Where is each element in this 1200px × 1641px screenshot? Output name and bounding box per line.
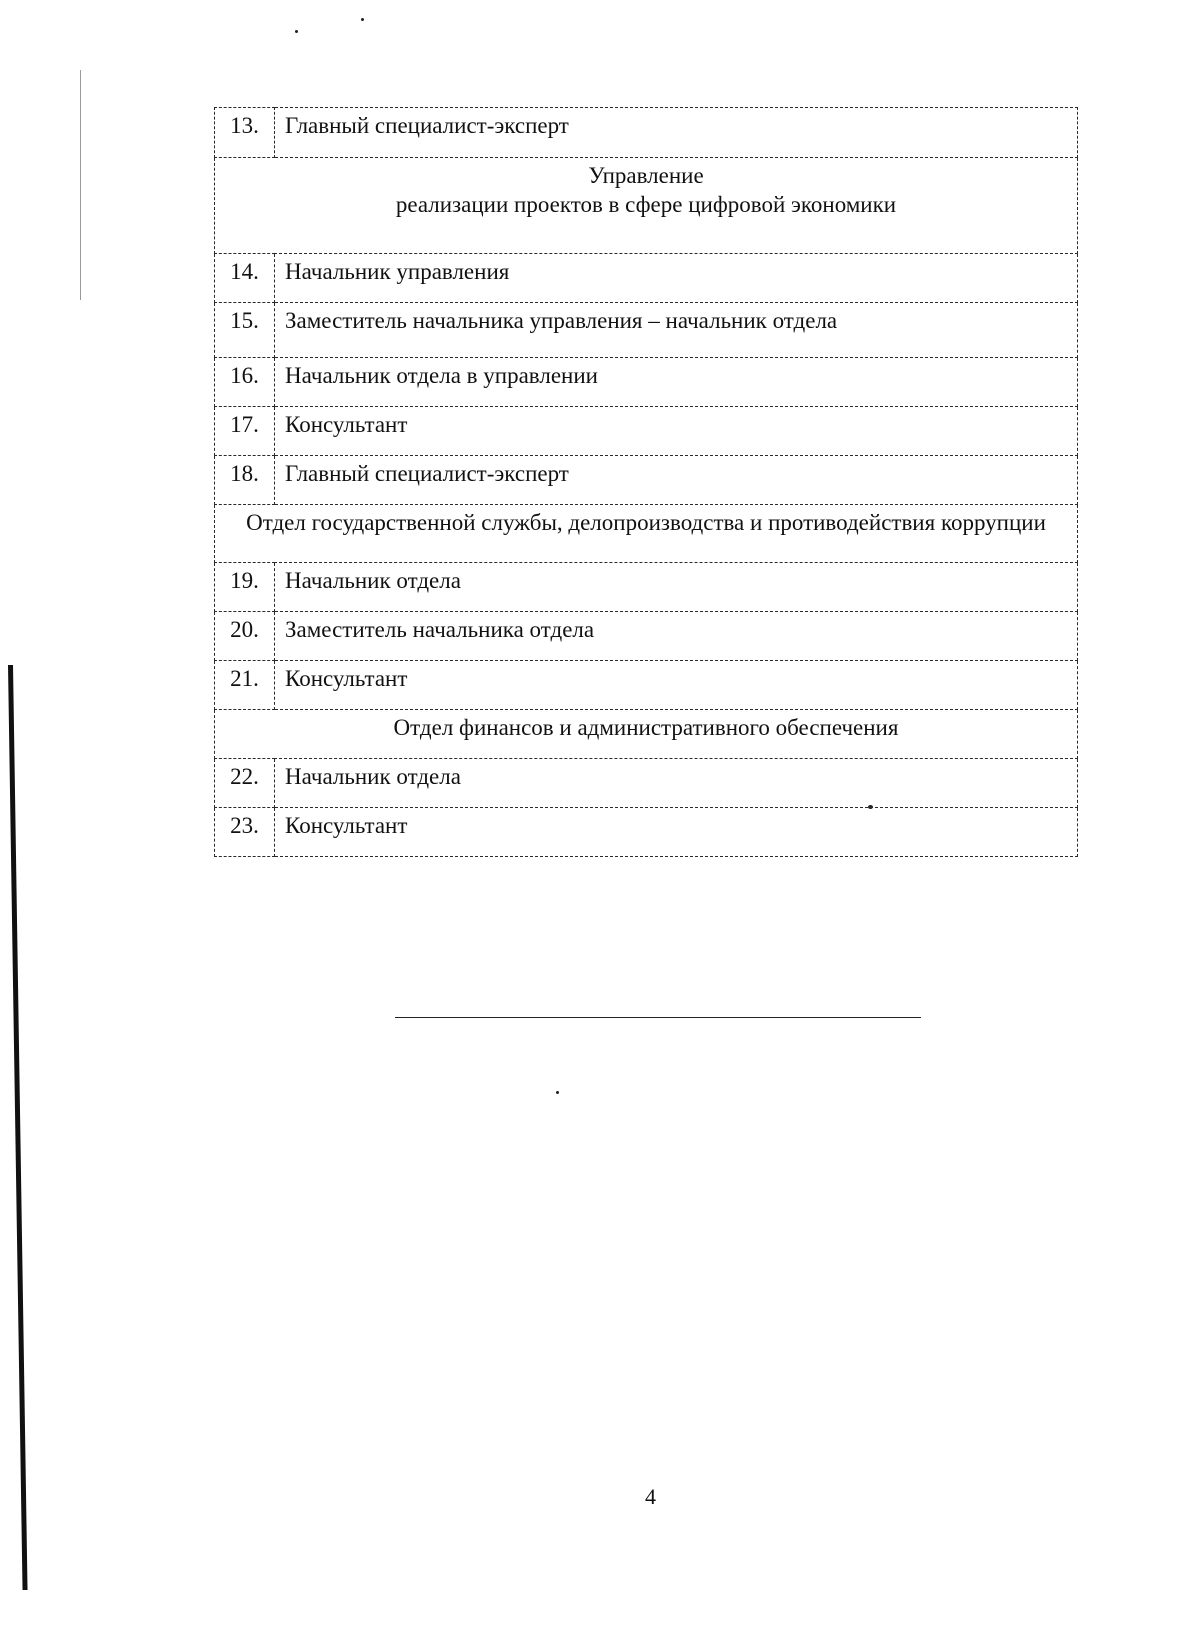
section-row bbox=[215, 505, 1078, 563]
position-title: Консультант bbox=[275, 407, 1078, 456]
row-number: 18. bbox=[215, 456, 275, 505]
table-row bbox=[215, 108, 1078, 158]
table-row bbox=[215, 456, 1078, 505]
position-title: Консультант bbox=[275, 808, 1078, 857]
table-row bbox=[215, 254, 1078, 303]
scan-speck bbox=[361, 18, 364, 21]
positions-table bbox=[214, 107, 1078, 857]
table-row bbox=[215, 808, 1078, 857]
section-row bbox=[215, 710, 1078, 759]
row-number: 16. bbox=[215, 358, 275, 407]
section-heading: Отдел государственной службы, делопроизводства и противодействия коррупции bbox=[215, 505, 1078, 563]
scan-artifact-line bbox=[80, 70, 81, 300]
position-title: Главный специалист-эксперт bbox=[275, 108, 1078, 158]
row-number: 23. bbox=[215, 808, 275, 857]
row-number: 21. bbox=[215, 661, 275, 710]
scan-speck bbox=[295, 30, 298, 33]
table-row bbox=[215, 563, 1078, 612]
row-number: 13. bbox=[215, 108, 275, 158]
position-title: Главный специалист-эксперт bbox=[275, 456, 1078, 505]
position-title: Начальник отдела в управлении bbox=[275, 358, 1078, 407]
position-title: Консультант bbox=[275, 661, 1078, 710]
page-number: 4 bbox=[645, 1484, 656, 1509]
position-title: Начальник отдела bbox=[275, 759, 1078, 808]
table-row bbox=[215, 612, 1078, 661]
table-row bbox=[215, 358, 1078, 407]
section-heading-line: реализации проектов в сфере цифровой экономики bbox=[395, 191, 897, 217]
row-number: 22. bbox=[215, 759, 275, 808]
table-row bbox=[215, 759, 1078, 808]
row-number: 19. bbox=[215, 563, 275, 612]
section-row bbox=[215, 158, 1078, 254]
table-row bbox=[215, 407, 1078, 456]
table-row bbox=[215, 661, 1078, 710]
scan-artifact-edge bbox=[8, 665, 28, 1590]
position-title: Начальник управления bbox=[275, 254, 1078, 303]
position-title: Заместитель начальника управления – начальник отдела bbox=[275, 303, 1078, 358]
position-title: Заместитель начальника отдела bbox=[275, 612, 1078, 661]
section-heading bbox=[215, 158, 1078, 254]
row-number: 14. bbox=[215, 254, 275, 303]
table-row bbox=[215, 303, 1078, 358]
position-title: Начальник отдела bbox=[275, 563, 1078, 612]
row-number: 20. bbox=[215, 612, 275, 661]
row-number: 17. bbox=[215, 407, 275, 456]
section-heading-line: Управление bbox=[588, 163, 704, 188]
scan-speck bbox=[556, 1091, 559, 1094]
section-heading: Отдел финансов и административного обеспечения bbox=[215, 710, 1078, 759]
closing-line bbox=[395, 1017, 921, 1018]
row-number: 15. bbox=[215, 303, 275, 358]
